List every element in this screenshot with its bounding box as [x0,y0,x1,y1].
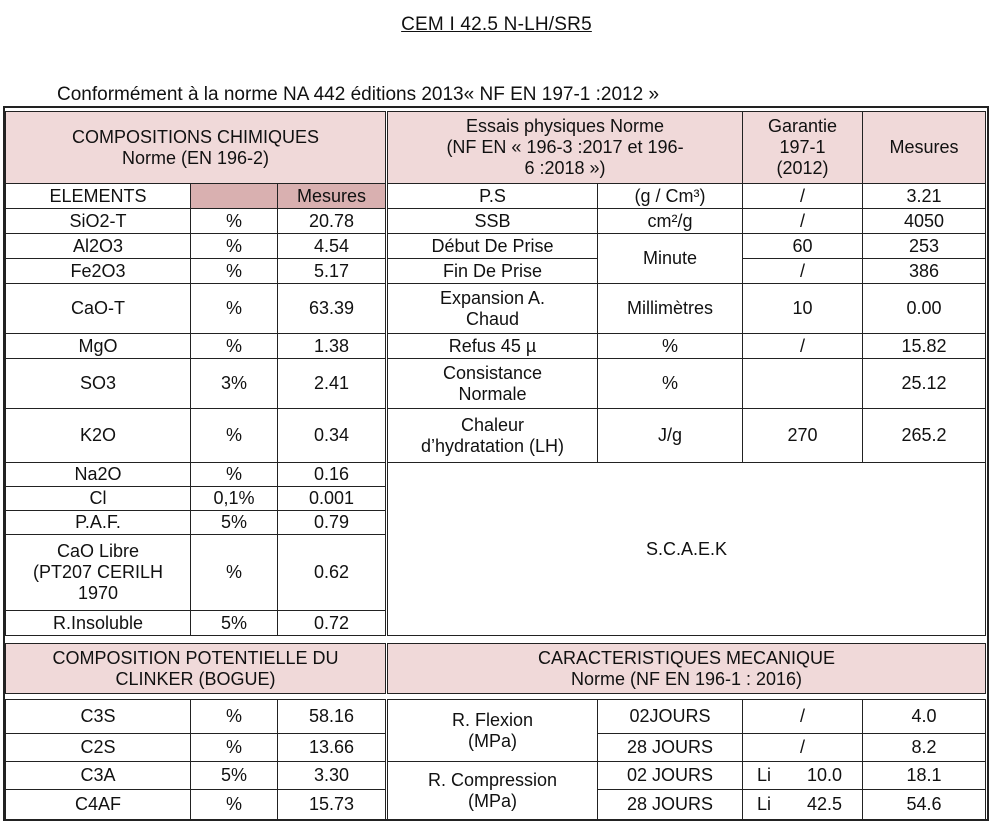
chemical-header: COMPOSITIONS CHIMIQUES Norme (EN 196-2) [6,112,386,184]
test-name: Fin De Prise [388,259,598,284]
test-value: 386 [863,259,986,284]
element-name: Na2O [6,463,191,487]
element-unit: % [191,409,278,463]
test-guarantee: / [743,184,863,209]
test-name: Refus 45 µ [388,334,598,359]
mechanical-table [387,643,986,820]
element-name: P.A.F. [6,511,191,535]
test-unit: Minute [598,234,743,284]
phase-name: C2S [6,734,191,762]
test-name: Expansion A. Chaud [388,284,598,334]
table-row [6,535,386,611]
element-unit: % [191,463,278,487]
table-row [6,209,386,234]
table-row [6,359,386,409]
element-value: 20.78 [278,209,386,234]
element-unit: % [191,284,278,334]
table-row [6,700,386,734]
table-row [6,487,386,511]
test-value: 15.82 [863,334,986,359]
table-row [6,734,386,762]
element-unit: 5% [191,611,278,636]
mechanical-header: CARACTERISTIQUES MECANIQUE Norme (NF EN 196-1 : 2016) [388,644,986,694]
table-row [388,234,986,259]
guarantee-header: Garantie 197-1 (2012) [743,112,863,184]
test-unit: cm²/g [598,209,743,234]
test-guarantee: 10 [743,284,863,334]
element-name: SiO2-T [6,209,191,234]
test-name: Chaleur d’hydratation (LH) [388,409,598,463]
phase-name: C3S [6,700,191,734]
test-name: Début De Prise [388,234,598,259]
test-age: 28 JOURS [598,790,743,820]
element-value: 1.38 [278,334,386,359]
document-title: CEM I 42.5 N-LH/SR5 [401,14,592,35]
phase-value: 3.30 [278,762,386,790]
table-row [388,409,986,463]
test-value: 54.6 [863,790,986,820]
table-row [388,700,986,734]
element-name: K2O [6,409,191,463]
test-guarantee: / [743,259,863,284]
table-row [388,184,986,209]
table-row [6,463,386,487]
physical-tests-table [387,111,986,636]
element-value: 0.72 [278,611,386,636]
test-age: 02JOURS [598,700,743,734]
table-row [6,611,386,636]
phase-unit: % [191,700,278,734]
limit-cell [745,794,860,815]
mesures-header: Mesures [863,112,986,184]
element-name: CaO-T [6,284,191,334]
phase-unit: % [191,790,278,820]
bogue-composition-table [5,643,386,820]
bogue-header: COMPOSITION POTENTIELLE DU CLINKER (BOGUE) [6,644,386,694]
table-row [6,234,386,259]
element-value: 0.16 [278,463,386,487]
test-value: 3.21 [863,184,986,209]
limit-value: 10.0 [806,765,842,785]
element-name: CaO Libre (PT207 CERILH 1970 [6,535,191,611]
table-row [6,511,386,535]
element-value: 0.34 [278,409,386,463]
element-value: 5.17 [278,259,386,284]
test-unit: Millimètres [598,284,743,334]
element-name: Al2O3 [6,234,191,259]
test-name: Consistance Normale [388,359,598,409]
element-unit: % [191,535,278,611]
table-row [388,334,986,359]
table-row [6,334,386,359]
table-row [6,284,386,334]
table-row [388,284,986,334]
table-row [6,259,386,284]
test-guarantee: / [743,334,863,359]
test-unit: % [598,359,743,409]
chemical-composition-table [5,111,386,636]
col-elements: ELEMENTS [6,184,191,209]
test-value: 0.00 [863,284,986,334]
phase-name: C3A [6,762,191,790]
test-limit: / [743,700,863,734]
test-age: 28 JOURS [598,734,743,762]
element-name: R.Insoluble [6,611,191,636]
compression-label: R. Compression (MPa) [388,762,598,820]
phase-unit: 5% [191,762,278,790]
element-value: 0.62 [278,535,386,611]
physical-header: Essais physiques Norme (NF EN « 196-3 :2017 et 196- 6 :2018 ») [388,112,743,184]
test-value: 8.2 [863,734,986,762]
test-limit [743,790,863,820]
table-row [6,762,386,790]
limit-value: 42.5 [806,794,842,814]
flexion-label: R. Flexion (MPa) [388,700,598,762]
element-unit: % [191,234,278,259]
element-unit: 5% [191,511,278,535]
element-value: 0.001 [278,487,386,511]
limit-prefix: Li [757,794,772,814]
table-row [388,209,986,234]
test-name: P.S [388,184,598,209]
limit-prefix: Li [757,765,772,785]
element-name: MgO [6,334,191,359]
test-guarantee: 270 [743,409,863,463]
test-value: 4.0 [863,700,986,734]
phase-name: C4AF [6,790,191,820]
test-guarantee: 60 [743,234,863,259]
table-row [6,790,386,820]
element-value: 0.79 [278,511,386,535]
test-unit: % [598,334,743,359]
limit-cell [745,765,860,786]
element-value: 2.41 [278,359,386,409]
test-value: 25.12 [863,359,986,409]
phase-value: 13.66 [278,734,386,762]
document-subtitle: Conformément à la norme NA 442 éditions 2013« NF EN 197-1 :2012 » [57,84,660,105]
phase-value: 15.73 [278,790,386,820]
col-unit [191,184,278,209]
table-row [388,762,986,790]
test-limit: / [743,734,863,762]
element-name: Cl [6,487,191,511]
test-age: 02 JOURS [598,762,743,790]
element-value: 63.39 [278,284,386,334]
element-value: 4.54 [278,234,386,259]
test-value: 4050 [863,209,986,234]
test-unit: J/g [598,409,743,463]
test-unit: (g / Cm³) [598,184,743,209]
company-name: S.C.A.E.K [388,463,986,636]
element-unit: % [191,259,278,284]
test-value: 18.1 [863,762,986,790]
test-guarantee [743,359,863,409]
test-value: 265.2 [863,409,986,463]
test-value: 253 [863,234,986,259]
test-name: SSB [388,209,598,234]
test-guarantee: / [743,209,863,234]
test-limit [743,762,863,790]
table-row [388,359,986,409]
element-name: SO3 [6,359,191,409]
phase-unit: % [191,734,278,762]
element-unit: % [191,334,278,359]
col-mesures: Mesures [278,184,386,209]
element-unit: 0,1% [191,487,278,511]
element-unit: % [191,209,278,234]
phase-value: 58.16 [278,700,386,734]
element-unit: 3% [191,359,278,409]
table-row [6,409,386,463]
element-name: Fe2O3 [6,259,191,284]
